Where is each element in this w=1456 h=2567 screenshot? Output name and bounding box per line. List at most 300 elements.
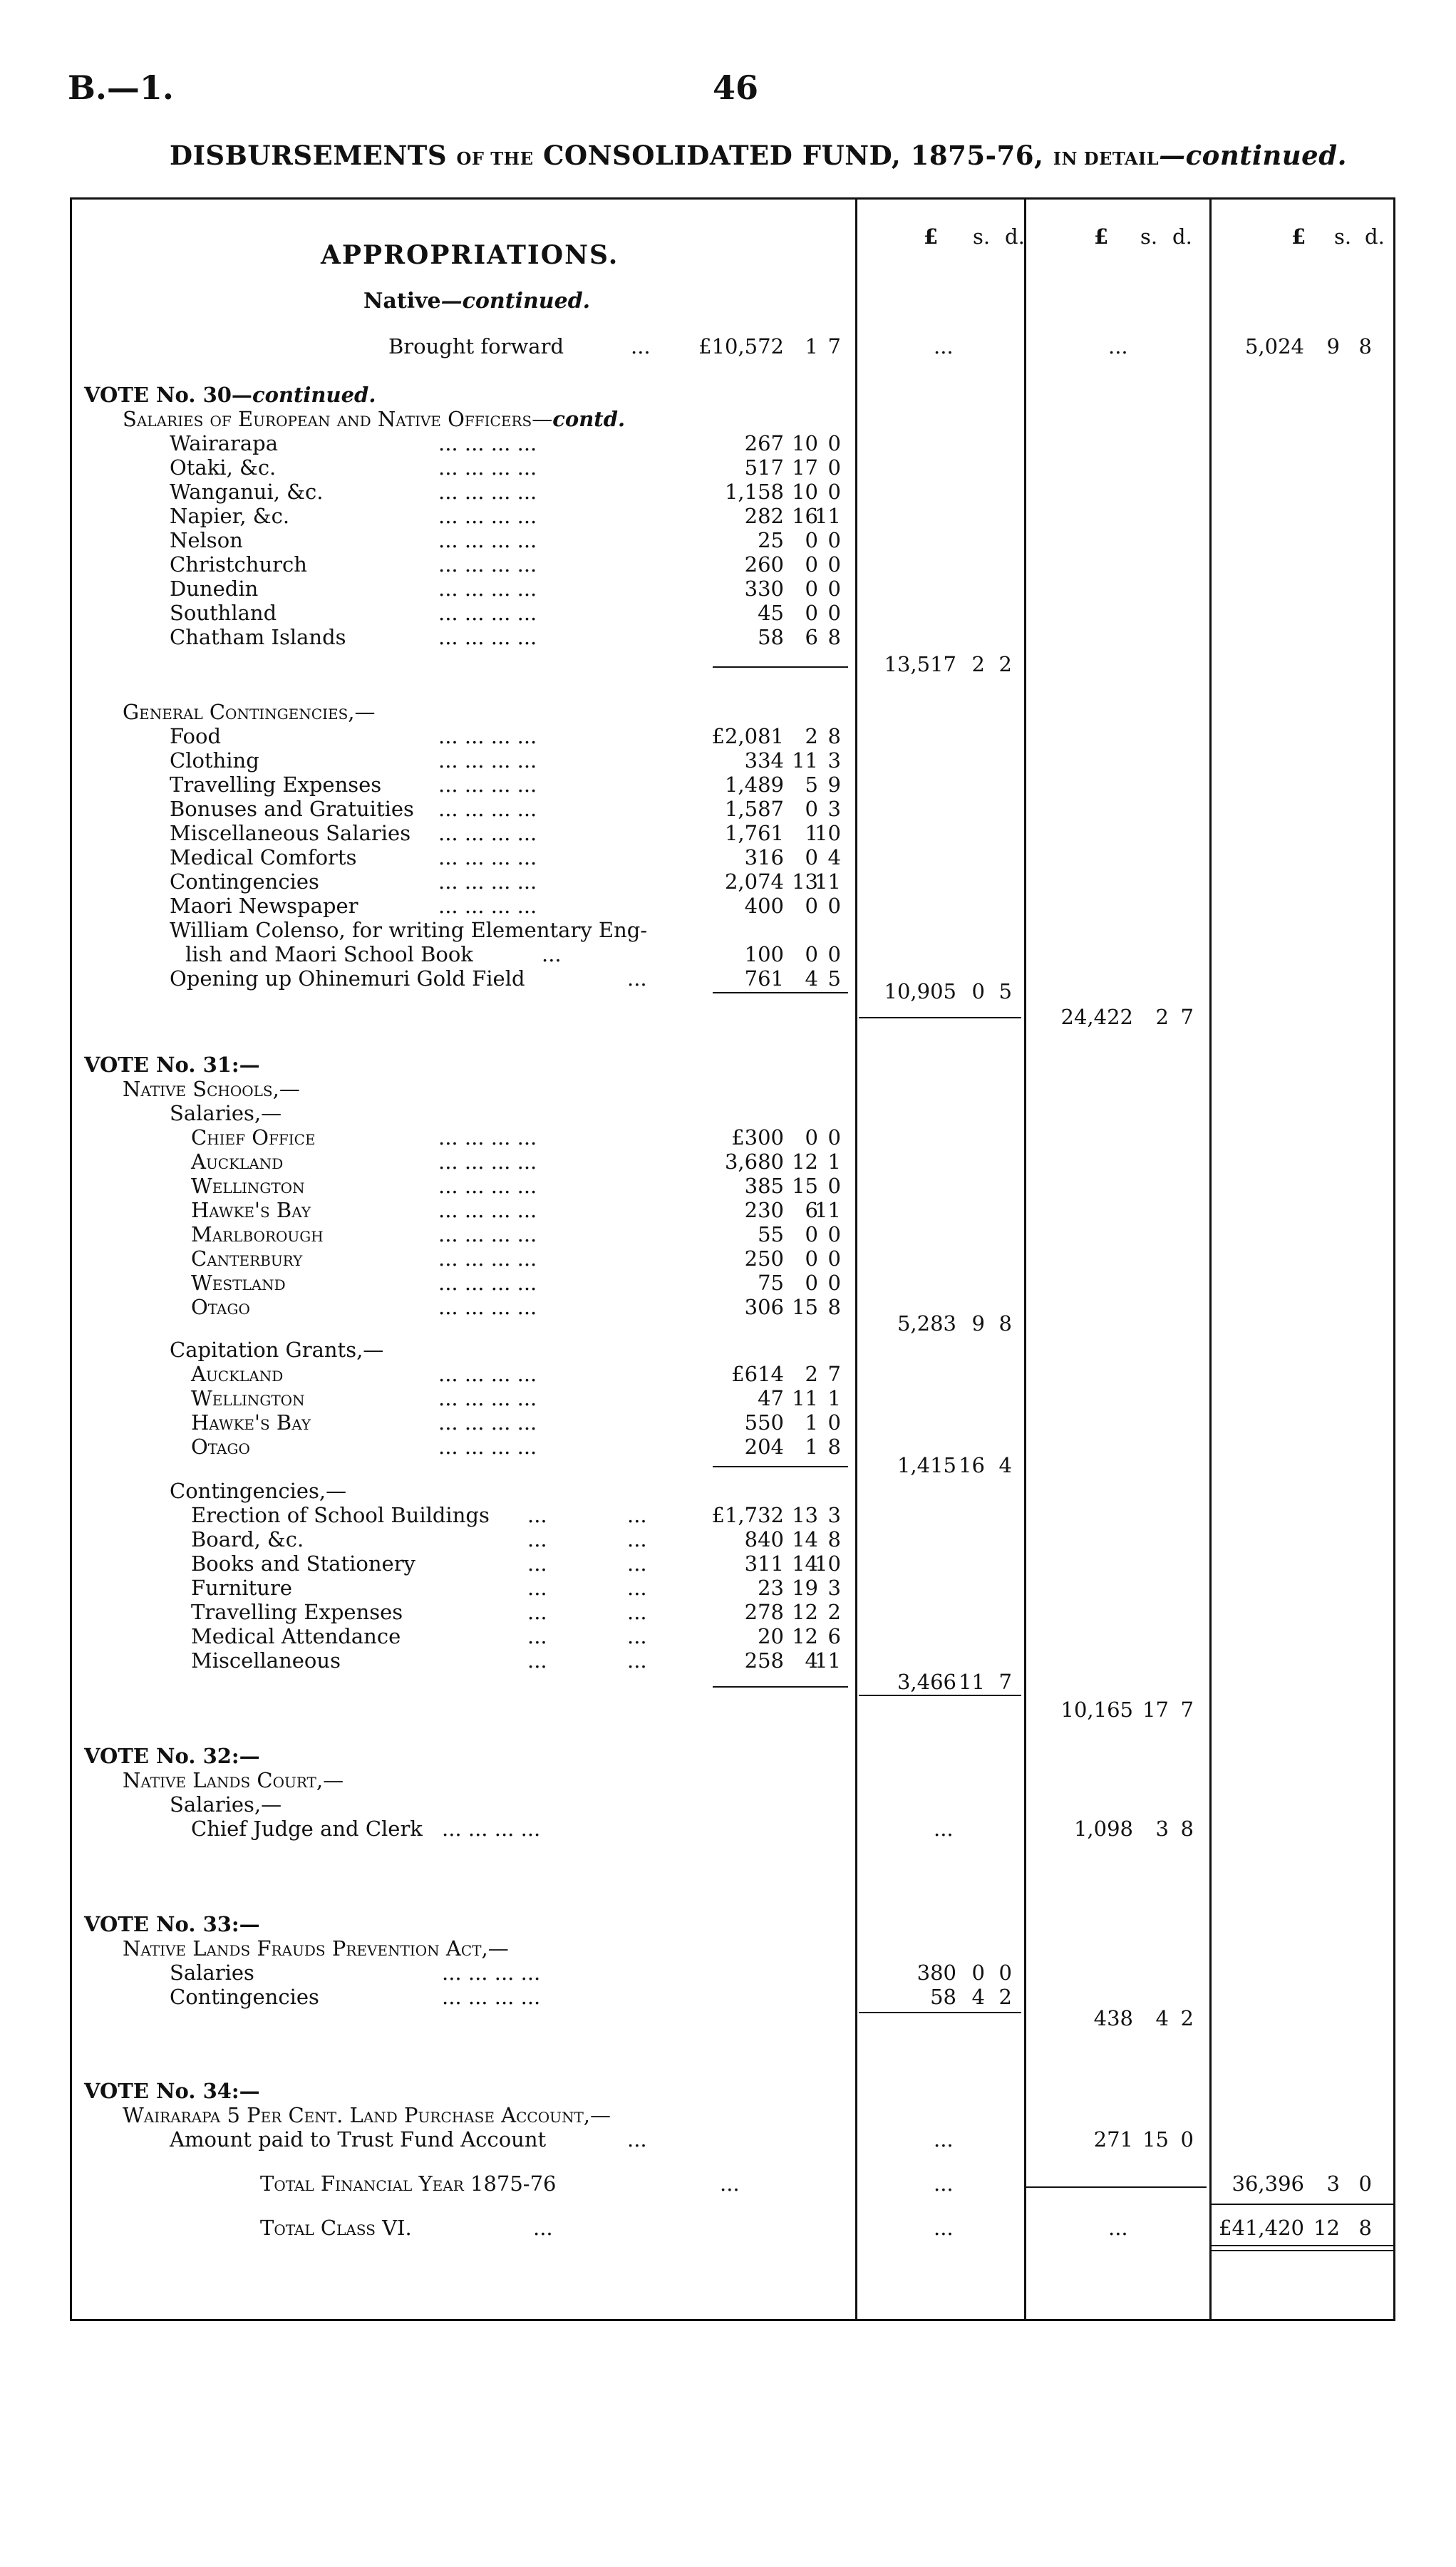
vote31-salary-pounds: 306 xyxy=(744,1295,784,1319)
vote32-total-pounds: 1,098 xyxy=(1073,1817,1133,1841)
colenso-pence: 0 xyxy=(827,942,841,966)
header-c1-pence: d. xyxy=(1005,224,1025,249)
capitation-shillings: 1 xyxy=(805,1410,818,1435)
vote31-salary-pounds: 55 xyxy=(758,1222,784,1246)
vote30-contingency-dots: ... ... ... ... xyxy=(438,845,537,869)
vote31-contingencies-label: Contingencies,— xyxy=(170,1479,347,1503)
vote30-salary-pence: 11 xyxy=(815,504,841,528)
total-financial-year-label: Total Financial Year 1875-76 xyxy=(260,2171,557,2196)
vote31-contingency-shillings: 4 xyxy=(805,1648,818,1673)
vote30-contingency-pence: 9 xyxy=(827,773,841,797)
vote32-dots: ... ... ... ... xyxy=(442,1817,541,1841)
capitation-total-pounds: 1,415 xyxy=(897,1453,956,1477)
column-divider-3 xyxy=(1209,197,1212,2321)
vote30-salaries-total-shillings: 2 xyxy=(971,652,985,676)
vote33-contingencies-shillings: 4 xyxy=(971,1985,985,2009)
vote31-contingency-pounds: 23 xyxy=(758,1576,784,1600)
vote31-salary-pounds: 250 xyxy=(744,1246,784,1271)
vote30-contingency-pence: 10 xyxy=(815,821,841,845)
title-part-e: —continued. xyxy=(1159,140,1347,171)
vote31-contingency-dots-2: ... xyxy=(627,1576,647,1600)
vote30-salary-pounds: 517 xyxy=(744,455,784,480)
vote31-contingency-name: Furniture xyxy=(191,1576,292,1600)
capitation-pounds: £614 xyxy=(731,1362,784,1386)
vote31-contingency-pounds: 278 xyxy=(744,1600,784,1624)
salaries-heading-text: Salaries of European and Native Officers— xyxy=(123,407,553,431)
vote31-contingency-shillings: 14 xyxy=(792,1551,818,1576)
vote30-salaries-heading xyxy=(123,409,625,430)
vote30-contingency-pounds: 1,489 xyxy=(724,773,784,797)
vote30-salary-pence: 0 xyxy=(827,577,841,601)
vote32-salaries-label: Salaries,— xyxy=(170,1792,282,1817)
vote31-contingency-pounds: 311 xyxy=(744,1551,784,1576)
vote30-salary-name: Otaki, &c. xyxy=(170,455,277,480)
vote31-salary-pounds: 385 xyxy=(744,1174,784,1198)
vote34-total-shillings: 15 xyxy=(1142,2127,1169,2152)
capitation-dots: ... ... ... ... xyxy=(438,1435,537,1459)
vote30-contingency-name: Medical Comforts xyxy=(170,845,357,869)
vote30-contingencies-heading: General Contingencies,— xyxy=(123,700,376,724)
vote33-salaries-label: Salaries xyxy=(170,1961,254,1985)
capitation-shillings: 11 xyxy=(792,1386,818,1410)
vote30-salary-pounds: 330 xyxy=(744,577,784,601)
vote31-salary-dots: ... ... ... ... xyxy=(438,1295,537,1319)
vote30-salary-name: Wairarapa xyxy=(170,431,279,455)
vote34-total-pounds: 271 xyxy=(1093,2127,1133,2152)
title-part-c: CONSOLIDATED FUND, 1875-76, xyxy=(542,140,1044,171)
vote31-salary-dots: ... ... ... ... xyxy=(438,1222,537,1246)
page-title xyxy=(170,140,1347,171)
vote31-salary-pence: 1 xyxy=(827,1150,841,1174)
capitation-pounds: 550 xyxy=(744,1410,784,1435)
vote30-contingency-dots: ... ... ... ... xyxy=(438,869,537,894)
vote30-salary-pence: 0 xyxy=(827,431,841,455)
vote30-contingency-pence: 3 xyxy=(827,797,841,821)
vote32-heading: Native Lands Court,— xyxy=(123,1768,344,1792)
vote31-contingency-pence: 6 xyxy=(827,1624,841,1648)
vote32-item: Chief Judge and Clerk xyxy=(191,1817,423,1841)
vote30-contingency-name: Travelling Expenses xyxy=(170,773,382,797)
vote30-salary-dots: ... ... ... ... xyxy=(438,455,537,480)
vote30-salaries-total-pounds: 13,517 xyxy=(884,652,956,676)
vote32-total-pence: 8 xyxy=(1180,1817,1194,1841)
vote30-contingency-shillings: 11 xyxy=(792,748,818,773)
vote31-contingency-pounds: £1,732 xyxy=(711,1503,784,1527)
vote30-salary-shillings: 16 xyxy=(792,504,818,528)
header-c1-shilling: s. xyxy=(973,224,991,249)
vote30-contingency-name: Bonuses and Gratuities xyxy=(170,797,414,821)
vote30-salary-pence: 0 xyxy=(827,528,841,552)
vote30-contingency-pounds: 334 xyxy=(744,748,784,773)
vote31-salary-name: Canterbury xyxy=(191,1246,303,1271)
vote31-contingency-dots: ... xyxy=(527,1551,547,1576)
vote30-contingency-dots: ... ... ... ... xyxy=(438,724,537,748)
vote31-c1-rule xyxy=(859,1695,1021,1696)
capitation-name: Wellington xyxy=(191,1386,305,1410)
total-financial-year-pounds: 36,396 xyxy=(1232,2171,1304,2196)
total-class-pounds: £41,420 xyxy=(1219,2216,1304,2240)
vote31-contingency-pence: 3 xyxy=(827,1503,841,1527)
vote31-contingency-dots-2: ... xyxy=(627,1648,647,1673)
vote30-salary-name: Wanganui, &c. xyxy=(170,480,324,504)
vote33-total-pounds: 438 xyxy=(1093,2006,1133,2030)
total-fy-dots: ... xyxy=(720,2171,740,2196)
total-financial-year-shillings: 3 xyxy=(1326,2171,1340,2196)
vote33-heading: Native Lands Frauds Prevention Act,— xyxy=(123,1936,509,1961)
vote31-contingency-shillings: 12 xyxy=(792,1624,818,1648)
vote30-total-pounds: 24,422 xyxy=(1060,1005,1133,1029)
vote31-contingency-pence: 3 xyxy=(827,1576,841,1600)
vote33-contingencies-dots: ... ... ... ... xyxy=(442,1985,541,2009)
vote30-salary-pounds: 1,158 xyxy=(724,480,784,504)
section-heading: APPROPRIATIONS. xyxy=(321,240,619,270)
vote31-salary-dots: ... ... ... ... xyxy=(438,1125,537,1150)
vote30-salary-dots: ... ... ... ... xyxy=(438,577,537,601)
vote30-contingency-dots: ... ... ... ... xyxy=(438,894,537,918)
header-c1-pound: £ xyxy=(924,224,939,249)
vote30-contingency-dots: ... ... ... ... xyxy=(438,773,537,797)
vote30-contingency-shillings: 0 xyxy=(805,797,818,821)
capitation-dots: ... ... ... ... xyxy=(438,1410,537,1435)
vote31-contingency-dots: ... xyxy=(527,1576,547,1600)
header-c2-pence: d. xyxy=(1172,224,1192,249)
vote31-total-shillings: 17 xyxy=(1142,1698,1169,1722)
vote31-total-pence: 7 xyxy=(1180,1698,1194,1722)
vote34-dots: ... xyxy=(627,2127,647,2152)
vote34-total-pence: 0 xyxy=(1180,2127,1194,2152)
vote32-c1-dots: ... xyxy=(934,1817,954,1841)
vote30-salary-shillings: 0 xyxy=(805,577,818,601)
vote30-contingency-shillings: 0 xyxy=(805,894,818,918)
capitation-rule xyxy=(713,1466,848,1467)
vote31-contingency-pounds: 840 xyxy=(744,1527,784,1551)
vote31-title: VOTE No. 31:— xyxy=(84,1053,260,1077)
vote33-contingencies-label: Contingencies xyxy=(170,1985,319,2009)
vote33-title: VOTE No. 33:— xyxy=(84,1912,260,1936)
capitation-pounds: 47 xyxy=(758,1386,784,1410)
vote30-contingency-pence: 4 xyxy=(827,845,841,869)
vote30-salary-pence: 0 xyxy=(827,480,841,504)
vote30-salaries-total-pence: 2 xyxy=(998,652,1012,676)
vote30-salary-pounds: 58 xyxy=(758,625,784,649)
bf-class-pounds: 5,024 xyxy=(1244,334,1304,358)
vote31-contingency-shillings: 13 xyxy=(792,1503,818,1527)
vote31-contingencies-rule xyxy=(713,1686,848,1688)
vote30-salary-pounds: 260 xyxy=(744,552,784,577)
vote30-salary-shillings: 10 xyxy=(792,431,818,455)
vote31-salary-name: Westland xyxy=(191,1271,286,1295)
vote31-contingency-shillings: 19 xyxy=(792,1576,818,1600)
vote31-salary-pence: 0 xyxy=(827,1271,841,1295)
ohinemuri-shillings: 4 xyxy=(805,966,818,991)
vote30-contingency-name: Clothing xyxy=(170,748,259,773)
vote30-salary-shillings: 6 xyxy=(805,625,818,649)
vote30-contingency-pence: 11 xyxy=(815,869,841,894)
vote31-contingency-dots: ... xyxy=(527,1624,547,1648)
vote30-contingencies-total-shillings: 0 xyxy=(971,979,985,1003)
vote33-salaries-pence: 0 xyxy=(998,1961,1012,1985)
vote31-salary-name: Hawke's Bay xyxy=(191,1198,311,1222)
vote31-salary-pounds: 3,680 xyxy=(724,1150,784,1174)
vote31-contingency-dots: ... xyxy=(527,1527,547,1551)
vote30-contingency-pence: 0 xyxy=(827,894,841,918)
vote31-contingency-dots-2: ... xyxy=(627,1551,647,1576)
bf-c1-dots: ... xyxy=(934,334,954,358)
vote30-contingency-dots: ... ... ... ... xyxy=(438,797,537,821)
vote31-salary-pounds: £300 xyxy=(731,1125,784,1150)
brought-forward-pence: 7 xyxy=(827,334,841,358)
total-class-c1-dots: ... xyxy=(934,2216,954,2240)
colenso-shillings: 0 xyxy=(805,942,818,966)
vote31-salary-shillings: 0 xyxy=(805,1125,818,1150)
vote31-contingencies-total-shillings: 11 xyxy=(959,1670,985,1694)
vote31-salary-name: Wellington xyxy=(191,1174,305,1198)
vote30-salary-name: Napier, &c. xyxy=(170,504,290,528)
vote31-salary-name: Auckland xyxy=(191,1150,284,1174)
vote31-contingency-dots-2: ... xyxy=(627,1503,647,1527)
vote31-contingency-name: Board, &c. xyxy=(191,1527,304,1551)
vote31-contingencies-total-pence: 7 xyxy=(998,1670,1012,1694)
vote31-salary-shillings: 6 xyxy=(805,1198,818,1222)
vote31-salary-pence: 8 xyxy=(827,1295,841,1319)
vote30-contingency-name: Miscellaneous Salaries xyxy=(170,821,411,845)
page-series-label: B.—1. xyxy=(68,68,174,107)
vote33-contingencies-pounds: 58 xyxy=(930,1985,956,2009)
vote30-title-text: VOTE No. 30— xyxy=(84,383,252,407)
section-subheading xyxy=(363,291,590,312)
bf-dots: ... xyxy=(631,334,651,358)
vote30-salary-shillings: 0 xyxy=(805,528,818,552)
vote31-salary-name: Chief Office xyxy=(191,1125,316,1150)
vote30-salary-dots: ... ... ... ... xyxy=(438,431,537,455)
capitation-total-shillings: 16 xyxy=(959,1453,985,1477)
subheading-cont: —continued. xyxy=(440,289,591,314)
vote30-salary-dots: ... ... ... ... xyxy=(438,504,537,528)
vote31-contingency-dots: ... xyxy=(527,1503,547,1527)
vote30-salary-name: Chatham Islands xyxy=(170,625,346,649)
vote31-contingency-dots-2: ... xyxy=(627,1527,647,1551)
vote31-contingency-dots: ... xyxy=(527,1648,547,1673)
vote30-contingencies-rule xyxy=(713,992,848,993)
total-class-pence: 8 xyxy=(1358,2216,1372,2240)
colenso-pounds: 100 xyxy=(744,942,784,966)
capitation-total-pence: 4 xyxy=(998,1453,1012,1477)
vote30-contingencies-total-pounds: 10,905 xyxy=(884,979,956,1003)
vote30-contingency-pounds: 1,761 xyxy=(724,821,784,845)
vote30-salary-dots: ... ... ... ... xyxy=(438,480,537,504)
vote30-contingencies-total-pence: 5 xyxy=(998,979,1012,1003)
vote34-title: VOTE No. 34:— xyxy=(84,2079,260,2103)
vote31-salary-name: Marlborough xyxy=(191,1222,324,1246)
vote30-salary-pence: 8 xyxy=(827,625,841,649)
brought-forward-pounds: £10,572 xyxy=(698,334,784,358)
vote31-contingencies-total-pounds: 3,466 xyxy=(897,1670,956,1694)
vote31-salary-pence: 0 xyxy=(827,1246,841,1271)
vote30-salary-pounds: 267 xyxy=(744,431,784,455)
vote32-total-shillings: 3 xyxy=(1155,1817,1169,1841)
page-number: 46 xyxy=(713,68,759,107)
ohinemuri-dots: ... xyxy=(627,966,647,991)
subheading-text: Native xyxy=(363,289,441,314)
header-c3-pound: £ xyxy=(1291,224,1306,249)
vote31-contingency-dots: ... xyxy=(527,1600,547,1624)
vote31-salary-shillings: 0 xyxy=(805,1222,818,1246)
capitation-dots: ... ... ... ... xyxy=(438,1362,537,1386)
vote30-title-cont: continued. xyxy=(252,383,376,407)
total-class-shillings: 12 xyxy=(1313,2216,1340,2240)
vote30-total-rule xyxy=(859,1017,1021,1018)
vote31-salary-shillings: 12 xyxy=(792,1150,818,1174)
vote31-contingency-pence: 8 xyxy=(827,1527,841,1551)
capitation-name: Hawke's Bay xyxy=(191,1410,311,1435)
capitation-name: Auckland xyxy=(191,1362,284,1386)
vote30-salary-pence: 0 xyxy=(827,455,841,480)
vote30-contingency-name: Maori Newspaper xyxy=(170,894,358,918)
vote30-contingency-dots: ... ... ... ... xyxy=(438,821,537,845)
vote30-contingency-name: Food xyxy=(170,724,222,748)
capitation-pounds: 204 xyxy=(744,1435,784,1459)
capitation-name: Otago xyxy=(191,1435,250,1459)
ohinemuri-label: Opening up Ohinemuri Gold Field xyxy=(170,966,525,991)
vote31-contingency-pounds: 258 xyxy=(744,1648,784,1673)
vote30-total-shillings: 2 xyxy=(1155,1005,1169,1029)
total-financial-year-pence: 0 xyxy=(1358,2171,1372,2196)
vote31-salary-pence: 0 xyxy=(827,1125,841,1150)
vote30-salary-name: Dunedin xyxy=(170,577,259,601)
bf-class-shillings: 9 xyxy=(1326,334,1340,358)
vote30-contingency-pounds: £2,081 xyxy=(711,724,784,748)
vote34-heading: Wairarapa 5 Per Cent. Land Purchase Account,— xyxy=(123,2103,611,2127)
capitation-shillings: 2 xyxy=(805,1362,818,1386)
vote31-contingency-shillings: 12 xyxy=(792,1600,818,1624)
vote33-salaries-dots: ... ... ... ... xyxy=(442,1961,541,1985)
vote31-contingency-name: Medical Attendance xyxy=(191,1624,401,1648)
vote31-contingency-pence: 10 xyxy=(815,1551,841,1576)
ohinemuri-pounds: 761 xyxy=(744,966,784,991)
vote31-salary-pounds: 75 xyxy=(758,1271,784,1295)
vote30-salary-pounds: 282 xyxy=(744,504,784,528)
brought-forward-label: Brought forward xyxy=(388,334,564,358)
vote30-contingency-shillings: 2 xyxy=(805,724,818,748)
vote31-contingency-dots-2: ... xyxy=(627,1624,647,1648)
vote31-contingency-pence: 2 xyxy=(827,1600,841,1624)
vote30-contingency-shillings: 0 xyxy=(805,845,818,869)
vote30-contingency-pence: 3 xyxy=(827,748,841,773)
vote31-salary-shillings: 15 xyxy=(792,1295,818,1319)
capitation-pence: 1 xyxy=(827,1386,841,1410)
vote30-contingency-pounds: 2,074 xyxy=(724,869,784,894)
title-part-b: OF THE xyxy=(456,148,534,169)
total-fy-c3-rule xyxy=(1212,2204,1393,2205)
vote31-salary-pence: 0 xyxy=(827,1174,841,1198)
vote31-salaries-label: Salaries,— xyxy=(170,1101,282,1125)
capitation-pence: 7 xyxy=(827,1362,841,1386)
header-c2-pound: £ xyxy=(1094,224,1109,249)
vote31-salaries-total-pounds: 5,283 xyxy=(897,1311,956,1336)
vote31-contingency-pence: 11 xyxy=(815,1648,841,1673)
vote31-contingency-dots-2: ... xyxy=(627,1600,647,1624)
vote30-salary-pence: 0 xyxy=(827,601,841,625)
vote31-heading: Native Schools,— xyxy=(123,1077,300,1101)
vote33-rule xyxy=(859,2012,1021,2013)
capitation-pence: 8 xyxy=(827,1435,841,1459)
vote30-salary-dots: ... ... ... ... xyxy=(438,552,537,577)
colenso-dots: ... xyxy=(542,942,562,966)
vote30-contingency-shillings: 13 xyxy=(792,869,818,894)
vote31-total-pounds: 10,165 xyxy=(1060,1698,1133,1722)
bf-class-pence: 8 xyxy=(1358,334,1372,358)
vote33-total-shillings: 4 xyxy=(1155,2006,1169,2030)
vote30-contingency-shillings: 5 xyxy=(805,773,818,797)
vote31-salaries-total-pence: 8 xyxy=(998,1311,1012,1336)
vote31-salary-dots: ... ... ... ... xyxy=(438,1246,537,1271)
total-fy-c2-rule xyxy=(1026,2186,1207,2188)
salaries-heading-cont: contd. xyxy=(552,407,626,431)
column-divider-1 xyxy=(855,197,857,2321)
vote30-salary-shillings: 17 xyxy=(792,455,818,480)
title-part-d: IN DETAIL xyxy=(1053,148,1160,169)
vote31-salaries-total-shillings: 9 xyxy=(971,1311,985,1336)
colenso-line2: lish and Maori School Book xyxy=(185,942,473,966)
vote30-salary-shillings: 10 xyxy=(792,480,818,504)
vote30-salary-pounds: 25 xyxy=(758,528,784,552)
vote30-salary-name: Nelson xyxy=(170,528,243,552)
vote31-salary-shillings: 15 xyxy=(792,1174,818,1198)
colenso-line1: William Colenso, for writing Elementary Eng- xyxy=(170,918,648,942)
total-class-label: Total Class VI. xyxy=(260,2216,412,2240)
column-divider-2 xyxy=(1024,197,1026,2321)
capitation-label: Capitation Grants,— xyxy=(170,1338,384,1362)
vote30-salary-dots: ... ... ... ... xyxy=(438,528,537,552)
vote30-salary-pounds: 45 xyxy=(758,601,784,625)
vote31-salary-pounds: 230 xyxy=(744,1198,784,1222)
bf-c2-dots: ... xyxy=(1108,334,1128,358)
vote34-item: Amount paid to Trust Fund Account xyxy=(170,2127,547,2152)
vote31-contingency-name: Books and Stationery xyxy=(191,1551,415,1576)
vote31-contingency-shillings: 14 xyxy=(792,1527,818,1551)
vote31-contingency-name: Erection of School Buildings xyxy=(191,1503,490,1527)
vote30-contingency-pounds: 400 xyxy=(744,894,784,918)
total-class-c2-dots: ... xyxy=(1108,2216,1128,2240)
vote31-salary-shillings: 0 xyxy=(805,1271,818,1295)
vote30-salary-dots: ... ... ... ... xyxy=(438,625,537,649)
vote30-contingency-name: Contingencies xyxy=(170,869,319,894)
capitation-dots: ... ... ... ... xyxy=(438,1386,537,1410)
total-class-rule-1 xyxy=(1212,2245,1393,2246)
vote31-salary-dots: ... ... ... ... xyxy=(438,1198,537,1222)
vote33-total-pence: 2 xyxy=(1180,2006,1194,2030)
ohinemuri-pence: 5 xyxy=(827,966,841,991)
vote30-salary-name: Southland xyxy=(170,601,277,625)
header-c3-shilling: s. xyxy=(1334,224,1352,249)
vote31-salary-pence: 0 xyxy=(827,1222,841,1246)
vote30-title xyxy=(84,385,376,406)
vote30-contingency-pence: 8 xyxy=(827,724,841,748)
vote31-salary-shillings: 0 xyxy=(805,1246,818,1271)
vote30-salary-dots: ... ... ... ... xyxy=(438,601,537,625)
total-fy-c1-dots: ... xyxy=(934,2171,954,2196)
vote31-contingency-name: Miscellaneous xyxy=(191,1648,341,1673)
vote30-salaries-rule xyxy=(713,666,848,668)
title-part-a: DISBURSEMENTS xyxy=(170,140,448,171)
vote32-title: VOTE No. 32:— xyxy=(84,1744,260,1768)
vote31-salary-dots: ... ... ... ... xyxy=(438,1174,537,1198)
vote30-contingency-shillings: 1 xyxy=(805,821,818,845)
vote30-salary-name: Christchurch xyxy=(170,552,307,577)
brought-forward-shillings: 1 xyxy=(805,334,818,358)
vote31-salary-name: Otago xyxy=(191,1295,250,1319)
vote30-salary-pence: 0 xyxy=(827,552,841,577)
